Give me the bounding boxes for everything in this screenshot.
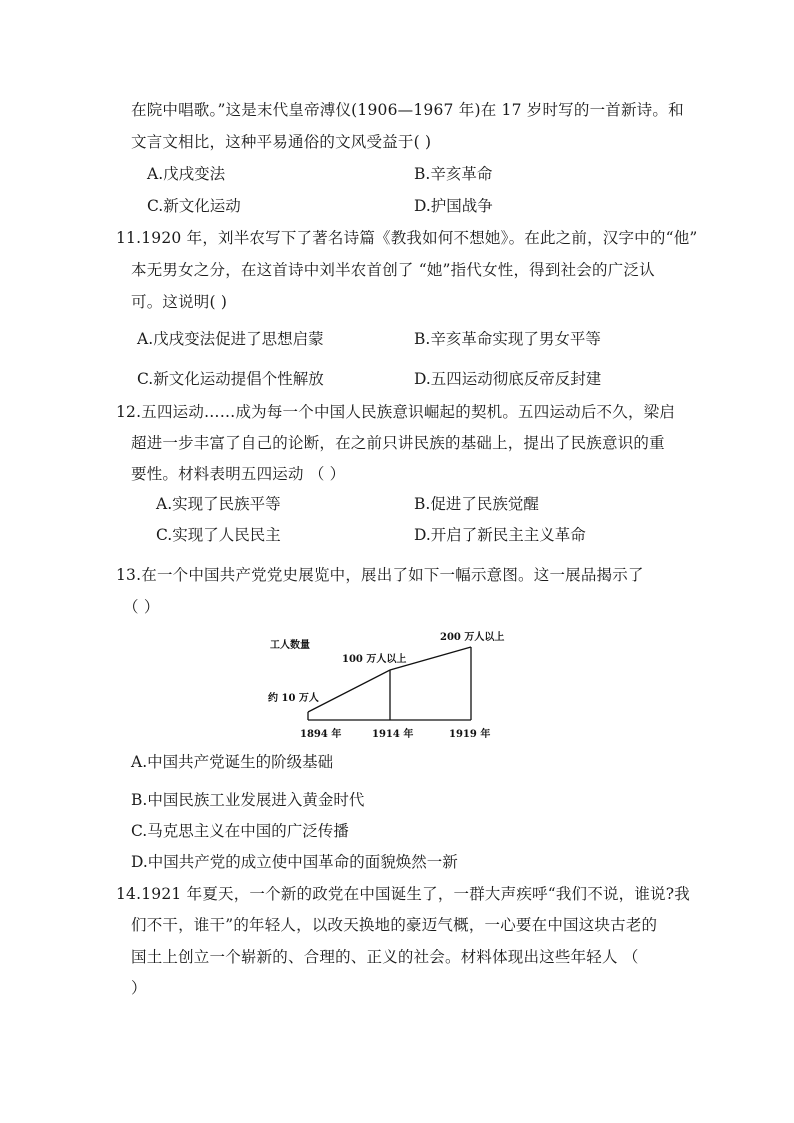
q14-line-2: 们不干，谁干”的年轻人，以改天换地的豪迈气概，一心要在中国这块古老的: [131, 916, 658, 934]
q10-line-2: 文言文相比，这种平易通俗的文风受益于( ): [131, 133, 432, 151]
chart-x-tick-0: 1894 年: [300, 729, 342, 740]
q10-option-a: A.戊戌变法: [147, 165, 226, 183]
q10-line-1: 在院中唱歌。”这是末代皇帝溥仪(1906—1967 年)在 17 岁时写的一首新诗。和: [131, 101, 684, 119]
q13-option-a: A.中国共产党诞生的阶级基础: [131, 753, 334, 771]
q11-line-3: 可。这说明( ): [131, 293, 228, 311]
q13-line-2: （ ）: [123, 598, 160, 616]
q12-option-b: B.促进了民族觉醒: [414, 495, 539, 513]
q11-line-2: 本无男女之分，在这首诗中刘半农首创了 “她”指代女性，得到社会的广泛认: [131, 261, 655, 279]
q14-line-3: 国土上创立一个崭新的、合理的、正义的社会。材料体现出这些年轻人 （: [131, 948, 639, 966]
q10-option-c: C.新文化运动: [147, 197, 241, 215]
chart-ylabel: 工人数量: [270, 640, 310, 651]
chart-data-label-2: 200 万人以上: [440, 632, 505, 643]
q14-line-1: 14.1921 年夏天，一个新的政党在中国诞生了，一群大声疾呼“我们不说，谁说?我: [116, 885, 690, 903]
q11-line-1: 11.1920 年，刘半农写下了著名诗篇《教我如何不想她》。在此之前，汉字中的“他”: [116, 229, 698, 247]
q10-option-b: B.辛亥革命: [414, 165, 493, 183]
q12-line-2: 超进一步丰富了自己的论断，在之前只讲民族的基础上，提出了民族意识的重: [131, 434, 665, 452]
q13-option-c: C.马克思主义在中国的广泛传播: [131, 822, 349, 840]
q13-option-b: B.中国民族工业发展进入黄金时代: [131, 791, 365, 809]
q12-line-1: 12.五四运动……成为每一个中国人民族意识崛起的契机。五四运动后不久，梁启: [116, 403, 676, 421]
q14-line-4: ）: [131, 979, 147, 997]
chart-x-tick-2: 1919 年: [449, 729, 491, 740]
worker-count-chart: [264, 624, 524, 744]
q12-line-3: 要性。材料表明五四运动 （ ）: [131, 465, 346, 483]
q12-option-d: D.开启了新民主主义革命: [414, 526, 586, 544]
q11-option-b: B.辛亥革命实现了男女平等: [414, 330, 601, 348]
q11-option-a: A.戊戌变法促进了思想启蒙: [137, 330, 324, 348]
q13-line-1: 13.在一个中国共产党党史展览中，展出了如下一幅示意图。这一展品揭示了: [116, 566, 644, 584]
chart-x-tick-1: 1914 年: [372, 729, 414, 740]
chart-data-label-0: 约 10 万人: [268, 693, 319, 704]
q13-option-d: D.中国共产党的成立使中国革命的面貌焕然一新: [131, 853, 458, 871]
q11-option-c: C.新文化运动提倡个性解放: [137, 370, 324, 388]
q12-option-c: C.实现了人民民主: [156, 526, 281, 544]
q11-option-d: D.五四运动彻底反帝反封建: [414, 370, 602, 388]
chart-data-label-1: 100 万人以上: [342, 654, 407, 665]
q10-option-d: D.护国战争: [414, 197, 493, 215]
q12-option-a: A.实现了民族平等: [156, 495, 281, 513]
